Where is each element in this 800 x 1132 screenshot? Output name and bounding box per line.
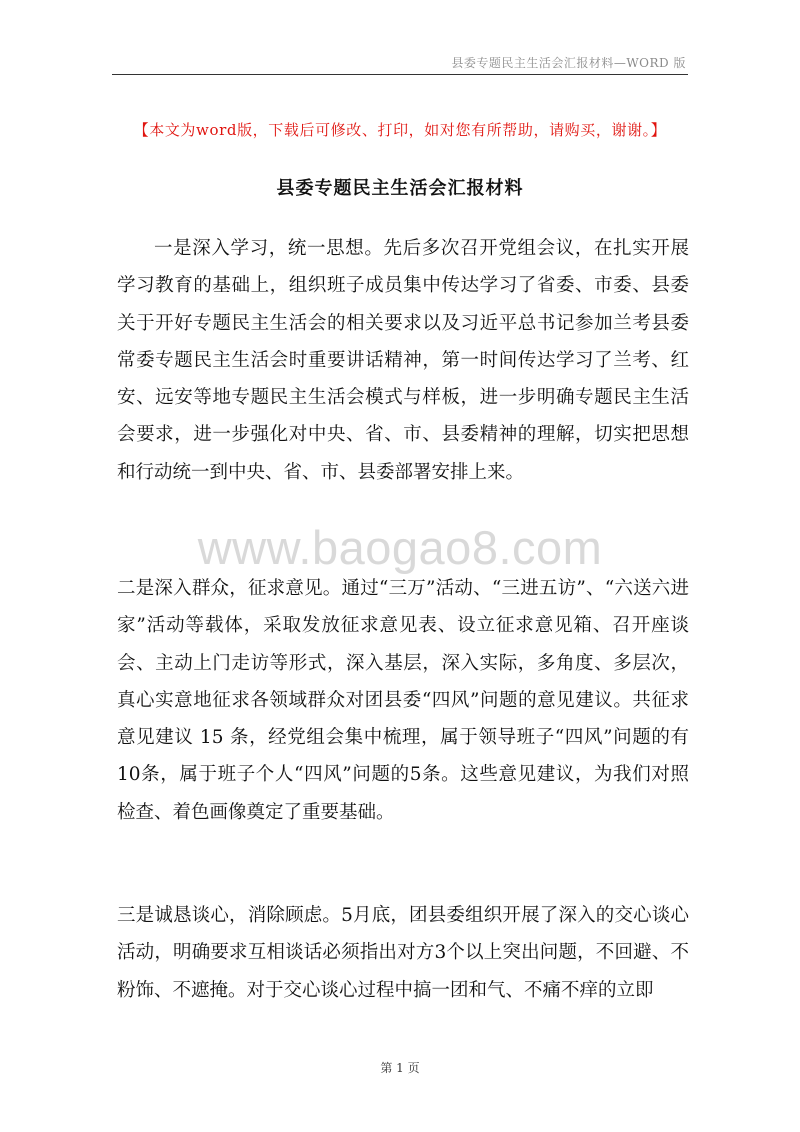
purchase-notice: 【本文为word版，下载后可修改、打印，如对您有所帮助，请购买，谢谢。】 (133, 121, 667, 139)
paragraph-study: 一是深入学习，统一思想。先后多次召开党组会议，在扎实开展学习教育的基础上，组织班子成员集中传达学习了省委、市委、县委关于开好专题民主生活会的相关要求以及习近平总书记参加兰考县委常委专题民主生活会时重要讲话精神，第一时间传达学习了兰考、红安、远安等地专题民主生活会模式与样板，进一步明确专题民主生活会要求，进一步强化对中央、省、市、县委精神的理解，切实把思想和行动统一到中央、省、市、县委部署安排上来。 (117, 238, 689, 483)
paragraph-heart-talk: 三是诚恳谈心，消除顾虑。5月底，团县委组织开展了深入的交心谈心活动，明确要求互相谈话必须指出对方3个以上突出问题，不回避、不粉饰、不遮掩。对于交心谈心过程中搞一团和气、不痛不痒的立即 (117, 905, 689, 1001)
paragraph-masses: 二是深入群众，征求意见。通过“三万”活动、“三进五访”、“六送六进家”活动等载体，采取发放征求意见表、设立征求意见箱、召开座谈会、主动上门走访等形式，深入基层，深入实际，多角度、多层次，真心实意地征求各领域群众对团县委“四风”问题的意见建议。共征求意见建议 15 条，经党组会集中梳理，属于领导班子“四风”问题的有10条，属于班子个人“四风”问题的5条。这些意见建议，为我们对照检查、着色画像奠定了重要基础。 (117, 578, 689, 823)
watermark: www.baogao8.com (197, 521, 603, 574)
page-number: 第 1 页 (380, 1061, 420, 1075)
header-title: 县委专题民主生活会汇报材料—WORD 版 (451, 56, 686, 70)
header-divider (112, 74, 688, 75)
document-title: 县委专题民主生活会汇报材料 (276, 178, 524, 199)
